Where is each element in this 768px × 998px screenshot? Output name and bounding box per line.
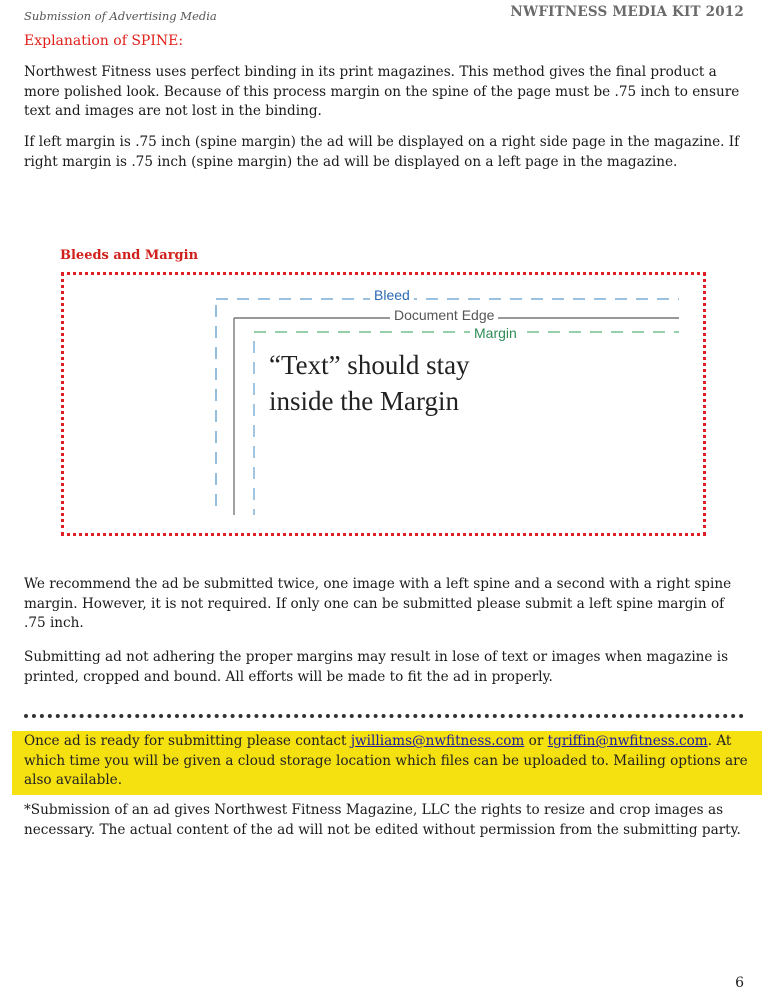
page-number: 6 bbox=[735, 975, 744, 991]
contact-lead-text: Once ad is ready for submitting please contact bbox=[24, 733, 351, 749]
margins-warning-paragraph: Submitting ad not adhering the proper margins may result in lose of text or images when magazine is printed, cropped and bound. All efforts will be made to fit the ad in properly. bbox=[24, 649, 729, 685]
bleed-label: Bleed bbox=[370, 287, 414, 303]
email-link-jwilliams[interactable]: jwilliams@nwfitness.com bbox=[350, 733, 525, 749]
bleeds-margin-heading: Bleeds and Margin bbox=[60, 248, 199, 263]
recommend-paragraph: We recommend the ad be submitted twice, one image with a left spine and a second with a right spine margin. However, it is not required. If only one can be submitted please submit a left spine margin of .75 inch. bbox=[24, 576, 732, 631]
disclaimer-paragraph: *Submission of an ad gives Northwest Fitness Magazine, LLC the rights to resize and crop images as necessary. The actual content of the ad will not be edited without permission from the submitting party. bbox=[24, 802, 741, 838]
bleeds-margin-diagram bbox=[61, 272, 706, 536]
spine-paragraph-1: Northwest Fitness uses perfect binding in its print magazines. This method gives the final product a more polished look. Because of this process margin on the spine of the page must be .75 inch to ensure text and images are not lost in the binding. bbox=[24, 64, 740, 119]
header-media-kit-title: NWFITNESS MEDIA KIT 2012 bbox=[510, 4, 744, 20]
margin-label: Margin bbox=[470, 325, 521, 341]
header-section-title: Submission of Advertising Media bbox=[24, 9, 217, 23]
spine-section-title: Explanation of SPINE: bbox=[24, 33, 184, 49]
contact-or-text: or bbox=[524, 733, 548, 749]
diagram-text-line-1: “Text” should stay bbox=[269, 350, 470, 380]
diagram-sample-text bbox=[269, 347, 569, 419]
email-link-tgriffin[interactable]: tgriffin@nwfitness.com bbox=[547, 733, 708, 749]
document-edge-label: Document Edge bbox=[390, 307, 498, 323]
dotted-divider bbox=[24, 714, 744, 718]
spine-paragraph-2: If left margin is .75 inch (spine margin) the ad will be displayed on a right side page in the magazine. If right margin is .75 inch (spine margin) the ad will be displayed on a left page in the magazine. bbox=[24, 134, 740, 170]
diagram-text-line-2: inside the Margin bbox=[269, 386, 459, 416]
contact-rest-text: . At which time you will be given a cloud storage location which files can be uploaded to. Mailing options are also available. bbox=[24, 733, 748, 788]
contact-paragraph bbox=[24, 732, 748, 791]
